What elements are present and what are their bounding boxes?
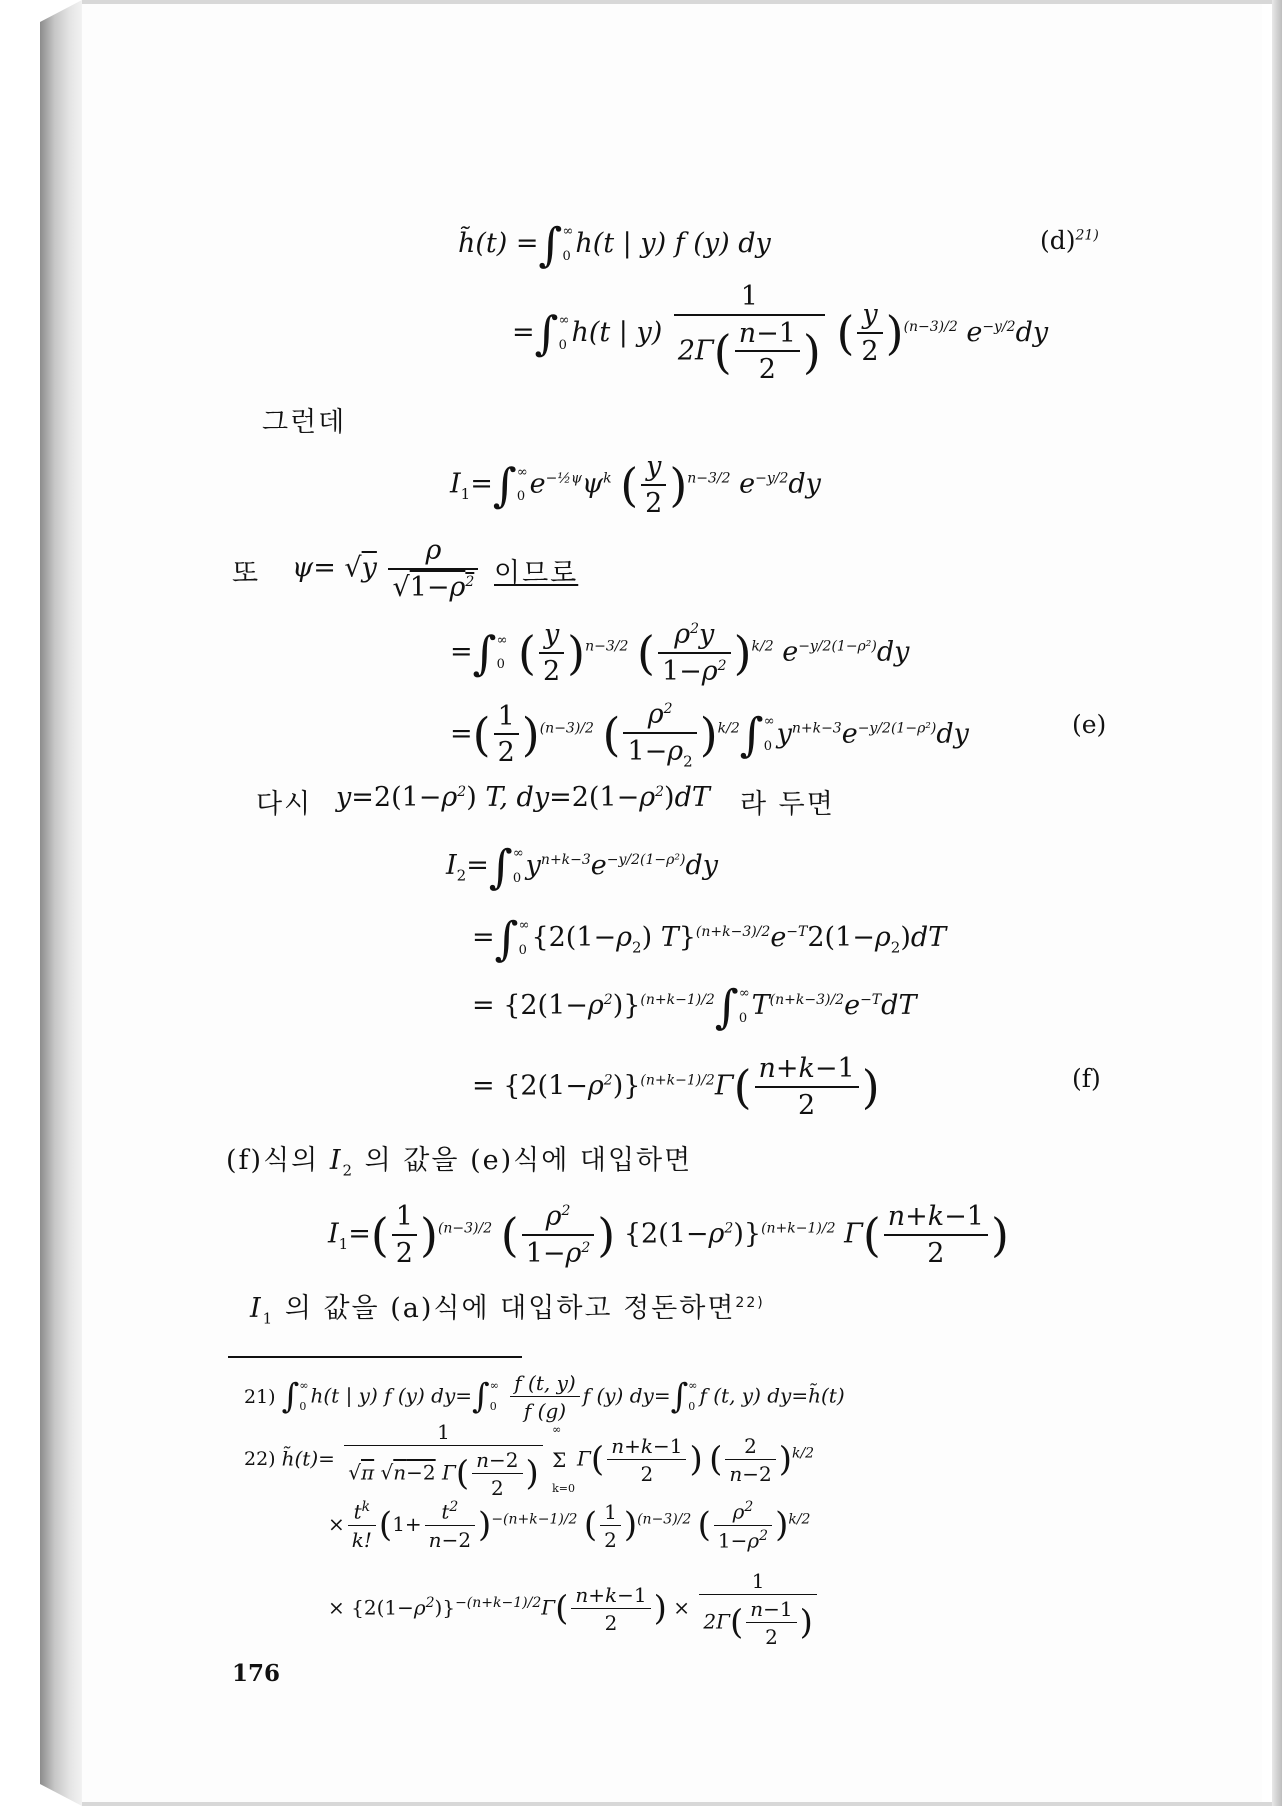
text-also-psi-prefix: 또 [232, 558, 261, 589]
equation-psi: ψ= √y $\frac{\rho}{√1-\rho^2}$ [292, 536, 481, 602]
equation-i2-line1: $I_2=\int\infty$ 0 $y^{n+k-3}e^{-y/2(1-\rho^2)}dy$ [446, 839, 718, 894]
equation-label-f: (f) [1072, 1064, 1101, 1093]
footnote-22-line3: × $\{2(1-\rho^2)\}^{-(n+k-1)/2}\Gamma$( $\frac{n+k-1}{2}$ ) × 1 2Γ( $\frac{n-1}{2}$ ) [328, 1570, 820, 1648]
text-again-prefix: 다시 [256, 789, 313, 820]
page-edge-top [82, 0, 1272, 4]
book-spine [40, 0, 82, 1806]
equation-d-line1: h̃(t) =∫∞ 0 h(t | y) f (y) dy [458, 217, 771, 272]
equation-i2-line4: = $\{2(1-\rho^2)\}^{(n+k-1)/2}\Gamma$( $\frac{n+k-1}{2}$ ) [472, 1053, 880, 1121]
equation-i2-line2: =∫∞ 0 {$2(1-\rho_2)$ $T\}^{(n+k-3)/2}e^{-T}2(1-\rho_2)dT$ [472, 911, 947, 966]
equation-d-line2: =∫∞ 0 h(t | y) 1 2Γ( $\frac{n-1}{2}$ ) ( $\frac{y}{2}$ )$^{(n-3)/2}$ $e^{-y/2}dy$ [512, 281, 1049, 386]
footnote-separator [228, 1356, 522, 1358]
footnote-22-line2: × $\frac{t^k}{k!}$ (1+ $\frac{t^2}{n-2}$ )$^{-(n+k-1)/2}$ ( $\frac{1}{2}$ )$^{(n-3)/2}$ ( $\frac{\rho^2}{1-\rho^2}$ )$^{k/2}$ [328, 1499, 811, 1553]
footnote-21: 21) ∫∞ 0 h(t | y) f (y) dy=∫∞ 0 $\frac{f (t, y)}{f (g)}$ f (y) dy=∫∞ 0 f (t, y) dy=h̃(t) [244, 1371, 845, 1423]
page-edge-right [1272, 0, 1282, 1806]
equation-substitution: $y=2(1-\rho^2)$ T, $dy=2(1-\rho^2)dT$ [336, 782, 710, 813]
equation-i1-result: $I_1=$( $\frac{1}{2}$ )$^{(n-3)/2}$ ( $\frac{\rho^2}{1-\rho^2}$ ) $\{2(1-\rho^2)\}^{(n+k-1)/2}$ Γ( $\frac{n+k-1}{2}$ ) [328, 1201, 1009, 1269]
text-again-suffix: 라 두면 [740, 789, 835, 820]
text-i1-into-a: $I_1$ 의 값을 (a)식에 대입하고 정돈하면$^{22)}$ [250, 1293, 765, 1328]
footnote-22-line1: 22) h̃(t)= 1 √π √n−2 Γ( $\frac{n-2}{2}$ ) ∞ Σ k=0Γ( $\frac{n+k-1}{2}$ ) ( $\frac{2}{n-2}$ )$^{k/2}$ [244, 1419, 815, 1500]
equation-label-d: $(d)^{21)}$ [1040, 226, 1099, 255]
equation-i1-definition: $I_1=\int\infty$ 0 $e^{-\frac{1}{2}\psi}\psi^k$ ( $\frac{y}{2}$ )$^{n-3/2}$ $e^{-y/2}dy$ [450, 451, 821, 519]
text-however: 그런데 [262, 407, 347, 438]
equation-e-line1: =∫∞ 0 ( $\frac{y}{2}$ )$^{n-3/2}$ ( $\frac{\rho^2y}{1-\rho^2}$ )$^{k/2}$ $e^{-y/2(1-\rho^2)}dy$ [450, 619, 910, 687]
text-also-psi-suffix: 이므로 [494, 558, 579, 589]
text-f-into-e: (f)식의 $I_2$ 의 값을 (e)식에 대입하면 [226, 1145, 693, 1180]
page-edge-bottom [82, 1802, 1272, 1806]
equation-label-e: (e) [1072, 710, 1107, 739]
equation-e-line2: =( $\frac{1}{2}$ )$^{(n-3)/2}$ ( $\frac{\rho^2}{1-\rho_2}$ )$^{k/2}$∫∞ 0 $y^{n+k-3}e^{-y/2(1-\rho^2)}dy$ [450, 699, 969, 771]
equation-i2-line3: = $\{2(1-\rho^2)\}^{(n+k-1)/2}\int\infty$ 0 $T^{(n+k-3)/2}e^{-T}dT$ [472, 979, 917, 1034]
page-number: 176 [232, 1660, 281, 1687]
